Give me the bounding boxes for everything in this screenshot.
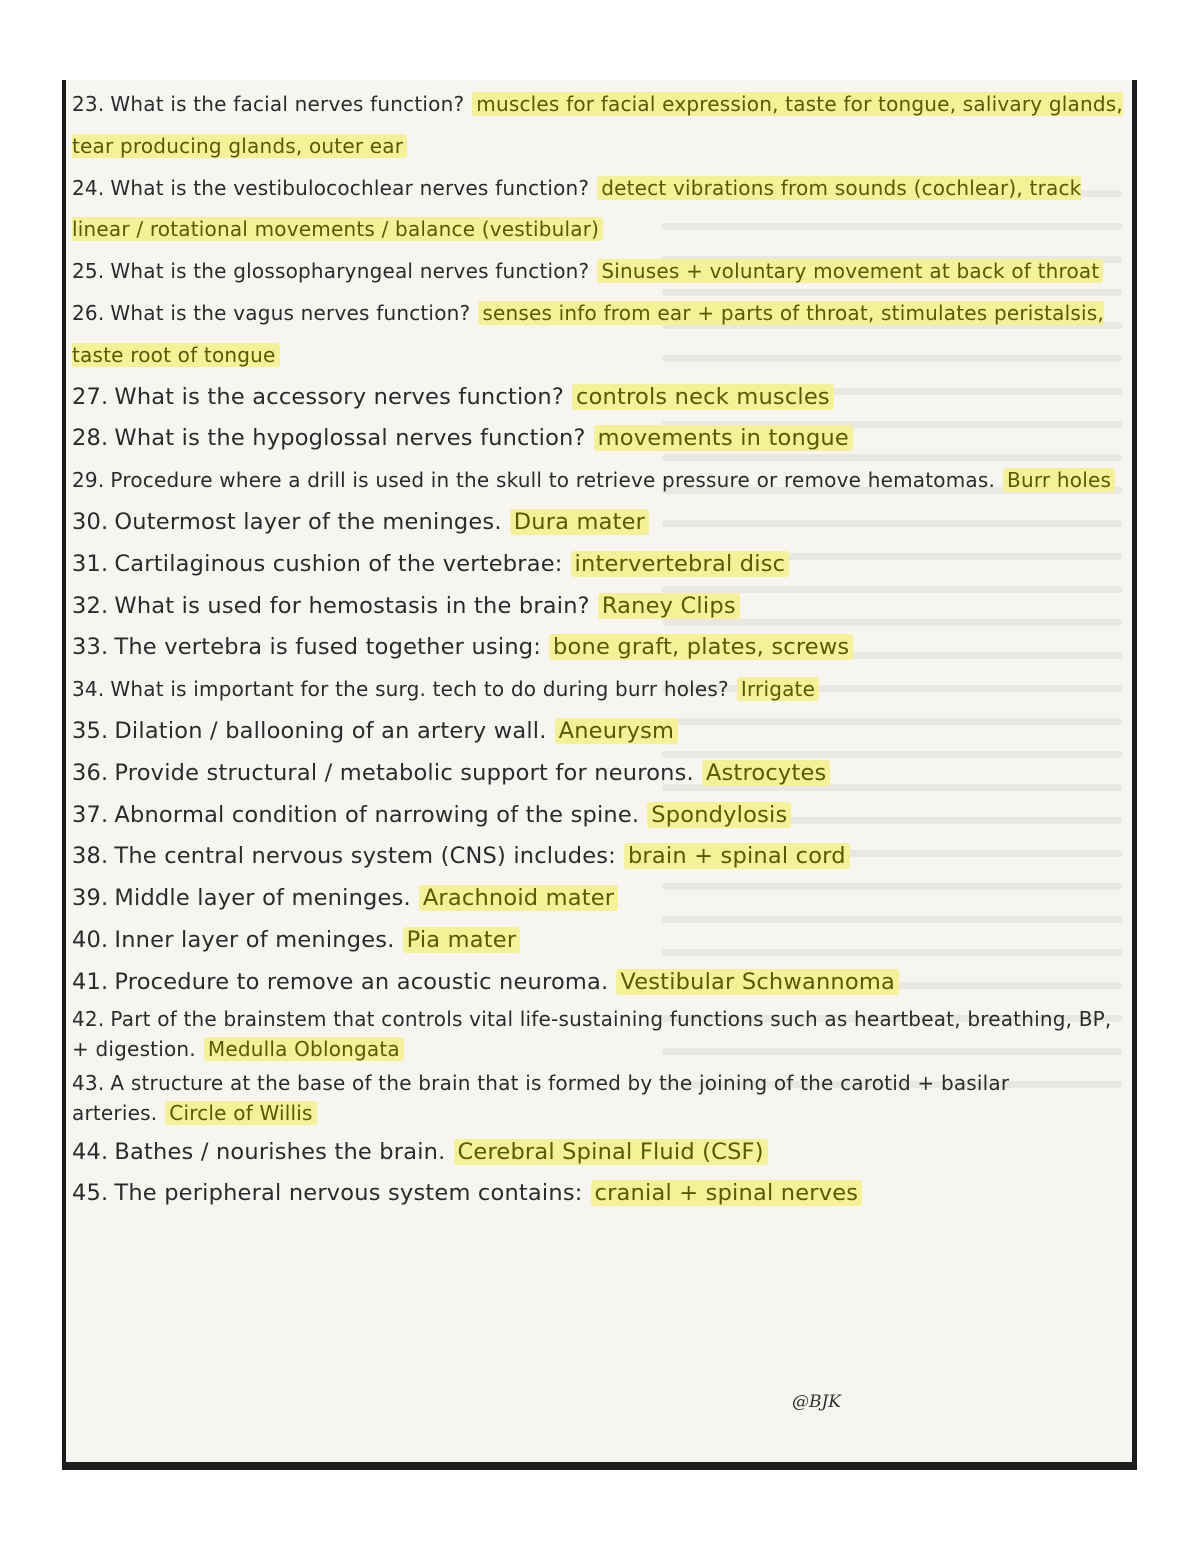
note-36 — [72, 753, 1123, 795]
note-number: 42. — [72, 1006, 105, 1031]
note-question: Inner layer of meninges. — [114, 926, 395, 953]
note-question: What is the vestibulocochlear nerves function? — [110, 175, 590, 200]
note-question: What is the vagus nerves function? — [110, 300, 471, 325]
note-42 — [72, 1004, 1123, 1064]
note-question: What is used for hemostasis in the brain? — [114, 592, 590, 619]
note-number: 25. — [72, 259, 105, 284]
note-31 — [72, 544, 1123, 586]
note-question: Dilation / ballooning of an artery wall. — [114, 717, 547, 744]
note-32 — [72, 586, 1123, 628]
note-37 — [72, 795, 1123, 837]
note-35 — [72, 711, 1123, 753]
note-number: 33. — [72, 634, 109, 661]
note-question: What is the glossopharyngeal nerves function? — [110, 259, 590, 284]
note-question: Middle layer of meninges. — [114, 885, 411, 912]
notebook-page — [62, 80, 1137, 1470]
note-question: What is the hypoglossal nerves function? — [114, 425, 586, 452]
note-number: 30. — [72, 508, 109, 535]
note-answer: movements in tongue — [594, 425, 853, 451]
note-30 — [72, 502, 1123, 544]
note-answer: cranial + spinal nerves — [591, 1180, 863, 1206]
note-answer: brain + spinal cord — [624, 843, 850, 869]
note-23 — [72, 84, 1123, 168]
note-number: 24. — [72, 175, 105, 200]
note-29 — [72, 460, 1123, 502]
note-question: The vertebra is fused together using: — [114, 634, 542, 661]
note-38 — [72, 836, 1123, 878]
note-number: 40. — [72, 926, 109, 953]
note-26 — [72, 293, 1123, 377]
note-40 — [72, 920, 1123, 962]
note-number: 44. — [72, 1138, 109, 1165]
note-answer: bone graft, plates, screws — [549, 634, 853, 660]
note-34 — [72, 669, 1123, 711]
note-number: 41. — [72, 968, 109, 995]
note-27 — [72, 377, 1123, 419]
note-question: Abnormal condition of narrowing of the spine. — [114, 801, 640, 828]
note-41 — [72, 962, 1123, 1004]
note-question: Provide structural / metabolic support for neurons. — [114, 759, 694, 786]
note-25 — [72, 251, 1123, 293]
note-answer: Arachnoid mater — [419, 885, 618, 911]
note-number: 32. — [72, 592, 109, 619]
note-answer: Dura mater — [510, 509, 649, 535]
note-28 — [72, 418, 1123, 460]
note-answer: Raney Clips — [598, 593, 740, 619]
note-answer: Circle of Willis — [165, 1101, 316, 1125]
note-answer: detect vibrations from sounds (cochlear), track linear / rotational movements / balance (vestibular) — [72, 175, 1082, 242]
notes-list — [72, 84, 1123, 1215]
note-question: The peripheral nervous system contains: — [114, 1180, 583, 1207]
note-answer: Astrocytes — [702, 760, 831, 786]
note-number: 45. — [72, 1180, 109, 1207]
note-number: 43. — [72, 1070, 105, 1095]
note-question: Part of the brainstem that controls vital life-sustaining functions such as heartbeat, breathing, BP, + digestion. — [72, 1006, 1112, 1061]
note-43 — [72, 1068, 1123, 1128]
note-45 — [72, 1173, 1123, 1215]
note-number: 39. — [72, 885, 109, 912]
note-number: 23. — [72, 92, 105, 116]
note-answer: senses info from ear + parts of throat, stimulates peristalsis, taste root of tongue — [72, 300, 1104, 367]
note-question: The central nervous system (CNS) includes: — [114, 843, 616, 870]
note-number: 27. — [72, 383, 109, 410]
note-question: Outermost layer of the meninges. — [114, 508, 502, 535]
note-answer: intervertebral disc — [571, 551, 790, 577]
note-number: 35. — [72, 717, 109, 744]
note-question: What is the facial nerves function? — [110, 92, 465, 116]
note-answer: muscles for facial expression, taste for tongue, salivary glands, tear producing glands, outer ear — [72, 92, 1123, 158]
note-number: 26. — [72, 300, 105, 325]
note-answer: Burr holes — [1003, 468, 1115, 492]
note-question: What is the accessory nerves function? — [114, 383, 565, 410]
note-answer: Medulla Oblongata — [204, 1037, 404, 1061]
note-44 — [72, 1132, 1123, 1174]
page-right-edge — [1132, 80, 1137, 1470]
note-question: Procedure to remove an acoustic neuroma. — [114, 968, 609, 995]
signature-initials: @BJK — [792, 1392, 842, 1412]
note-answer: Vestibular Schwannoma — [616, 969, 899, 995]
page-bottom-edge — [62, 1462, 1137, 1470]
note-question: What is important for the surg. tech to do during burr holes? — [110, 677, 729, 702]
note-answer: Irrigate — [737, 677, 819, 701]
note-number: 29. — [72, 468, 105, 493]
note-number: 31. — [72, 550, 109, 577]
note-number: 28. — [72, 425, 109, 452]
note-number: 36. — [72, 759, 109, 786]
note-answer: Cerebral Spinal Fluid (CSF) — [454, 1139, 768, 1165]
note-33 — [72, 627, 1123, 669]
note-answer: Sinuses + voluntary movement at back of throat — [597, 259, 1103, 283]
note-question: Cartilaginous cushion of the vertebrae: — [114, 550, 563, 577]
note-answer: Aneurysm — [555, 718, 679, 744]
note-question: Bathes / nourishes the brain. — [114, 1138, 446, 1165]
note-question: A structure at the base of the brain that is formed by the joining of the carotid + basilar arteries. — [72, 1070, 1010, 1125]
note-number: 34. — [72, 677, 105, 702]
note-answer: controls neck muscles — [572, 384, 834, 410]
note-answer: Pia mater — [403, 927, 521, 953]
note-39 — [72, 878, 1123, 920]
note-answer: Spondylosis — [647, 802, 791, 828]
note-24 — [72, 168, 1123, 252]
page-left-edge — [62, 80, 66, 1470]
note-number: 38. — [72, 843, 109, 870]
note-question: Procedure where a drill is used in the skull to retrieve pressure or remove hematomas. — [110, 468, 996, 493]
note-number: 37. — [72, 801, 109, 828]
